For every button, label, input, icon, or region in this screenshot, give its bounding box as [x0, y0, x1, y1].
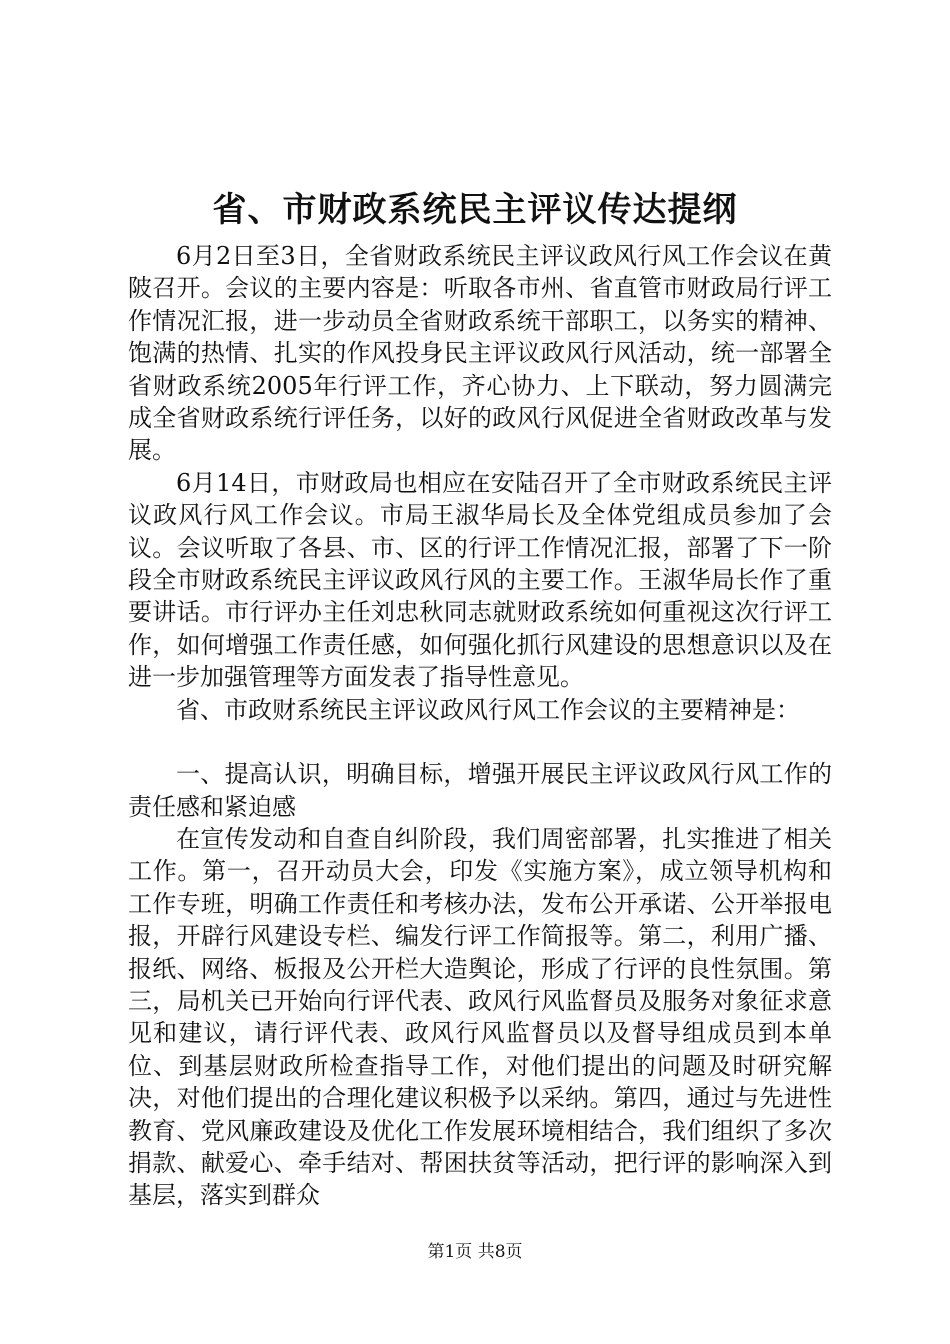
- section-heading: 一、提高认识，明确目标，增强开展民主评议政风行风工作的责任感和紧迫感: [128, 760, 832, 821]
- paragraph-2: 6月14日，市财政局也相应在安陆召开了全市财政系统民主评议政风行风工作会议。市局王淑华局长及全体党组成员参加了会议。会议听取了各县、市、区的行评工作情况汇报，部署了下一阶段全市财政系统民主评议政风行风的主要工作。王淑华局长作了重要讲话。市行评办主任刘忠秋同志就财政系统如何重视这次行评工作，如何增强工作责任感，如何强化抓行风建设的思想意识以及在进一步加强管理等方面发表了指导性意见。: [128, 468, 832, 692]
- document-title: 省、市财政系统民主评议传达提纲: [212, 190, 738, 230]
- document-body: [128, 240, 832, 1212]
- paragraph-spacer: [128, 726, 832, 758]
- section-paragraph: 在宣传发动和自查自纠阶段，我们周密部署，扎实推进了相关工作。第一，召开动员大会，印发《实施方案》，成立领导机构和工作专班，明确工作责任和考核办法，发布公开承诺、公开举报电报，开辟行风建设专栏、编发行评工作简报等。第二，利用广播、报纸、网络、板报及公开栏大造舆论，形成了行评的良性氛围。第三，局机关已开始向行评代表、政风行风监督员及服务对象征求意见和建议，请行评代表、政风行风监督员以及督导组成员到本单位、到基层财政所检查指导工作，对他们提出的问题及时研究解决，对他们提出的合理化建议积极予以采纳。第四，通过与先进性教育、党风廉政建设及优化工作发展环境相结合，我们组织了多次捐款、献爱心、牵手结对、帮困扶贫等活动，把行评的影响深入到基层，落实到群众: [128, 824, 832, 1210]
- paragraph-1: 6月2日至3日，全省财政系统民主评议政风行风工作会议在黄陂召开。会议的主要内容是：听取各市州、省直管市财政局行评工作情况汇报，进一步动员全省财政系统干部职工，以务实的精神、饱满的热情、扎实的作风投身民主评议政风行风活动，统一部署全省财政系统2005年行评工作，齐心协力、上下联动，努力圆满完成全省财政系统行评任务，以好的政风行风促进全省财政改革与发展。: [128, 242, 832, 465]
- page-footer: 第1页 共8页: [427, 1242, 523, 1262]
- paragraph-3: 省、市政财系统民主评议政风行风工作会议的主要精神是：: [176, 695, 800, 724]
